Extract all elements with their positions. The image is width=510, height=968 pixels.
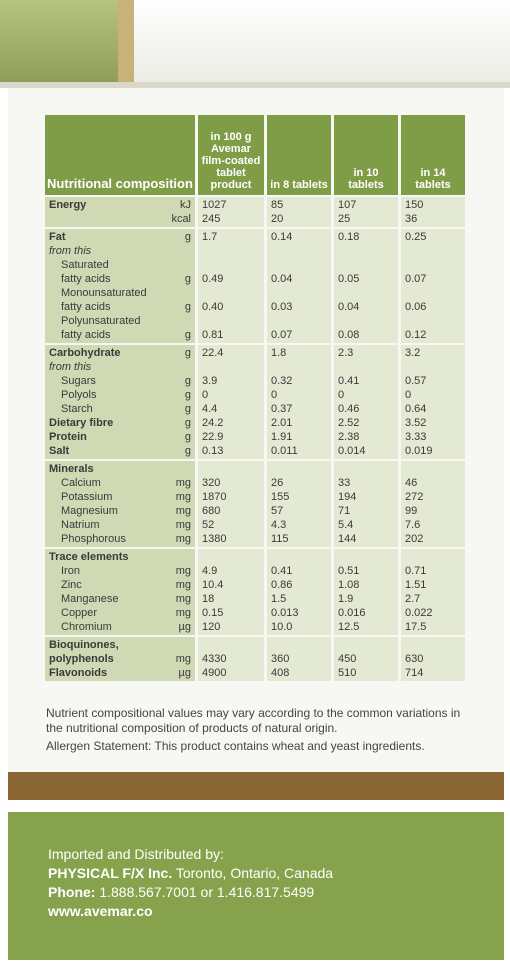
allergen-statement: Allergen Statement: This product contains wheat and yeast ingredients. — [46, 739, 425, 753]
nutrient-unit: mg — [175, 607, 191, 619]
gold-stripe — [8, 772, 504, 800]
nutrient-unit: g — [184, 389, 191, 401]
nutrient-value: 36 — [405, 213, 418, 225]
value-cell — [401, 197, 465, 227]
table-row — [45, 461, 465, 547]
nutrient-value: 3.9 — [202, 375, 218, 387]
nutrient-value: 360 — [271, 653, 290, 665]
nutrient-value: 0.04 — [271, 273, 293, 285]
nutrient-value: 0.06 — [405, 301, 427, 313]
nutrient-unit: g — [184, 273, 191, 285]
nutrient-value: 202 — [405, 533, 424, 545]
nutrient-value: 0.41 — [338, 375, 360, 387]
nutrient-unit — [167, 550, 191, 564]
nutrient-value: 0.07 — [271, 329, 293, 341]
nutrient-unit: g — [184, 347, 191, 359]
nutrient-value: 0.016 — [338, 607, 366, 619]
nutrient-name: Copper — [61, 607, 98, 619]
nutrient-value: 4900 — [202, 667, 227, 679]
nutrient-value: 408 — [271, 667, 290, 679]
white-stripe — [8, 800, 504, 812]
nutrient-value — [271, 462, 327, 476]
nutrient-unit — [167, 638, 191, 652]
nutrient-value: 20 — [271, 213, 284, 225]
value-cell — [267, 229, 331, 343]
nutrient-name: Polyols — [61, 389, 97, 401]
nutrient-value — [338, 258, 394, 272]
nutrient-value: 0.41 — [271, 565, 293, 577]
nutrient-value: 2.52 — [338, 417, 360, 429]
nutrient-value — [405, 360, 461, 374]
nutrient-value — [405, 550, 461, 564]
nutrient-name: Potassium — [61, 491, 113, 503]
table-row — [45, 197, 465, 227]
nutrient-value: 0.51 — [338, 565, 360, 577]
nutrient-value: 0.013 — [271, 607, 299, 619]
nutrient-value: 5.4 — [338, 519, 354, 531]
nutrient-value: 3.33 — [405, 431, 427, 443]
value-cell — [198, 461, 264, 547]
value-cell — [334, 549, 398, 635]
nutrient-value: 10.0 — [271, 621, 293, 633]
nutrient-value: 0.014 — [338, 445, 366, 457]
nutrient-unit — [167, 286, 191, 300]
nutrient-unit — [167, 258, 191, 272]
nutrient-value: 272 — [405, 491, 424, 503]
nutrient-value: 1380 — [202, 533, 227, 545]
nutrient-value: 0.07 — [405, 273, 427, 285]
nutrient-name: Sugars — [61, 375, 96, 387]
nutrient-name: fatty acids — [61, 301, 111, 313]
nutrient-value — [338, 314, 394, 328]
nutrient-value: 0.32 — [271, 375, 293, 387]
table-row — [45, 345, 465, 459]
nutrient-name: Zinc — [61, 579, 82, 591]
imported-by-line: Imported and Distributed by: — [48, 846, 224, 862]
nutrient-value: 0.12 — [405, 329, 427, 341]
nutrient-unit — [167, 360, 191, 374]
nutrient-unit: mg — [175, 653, 191, 665]
nutrient-name — [49, 212, 167, 226]
nutrient-value: 18 — [202, 593, 215, 605]
nutrient-value — [271, 360, 327, 374]
nutrient-value — [271, 258, 327, 272]
nutrient-unit: g — [184, 375, 191, 387]
nutrient-value: 0.25 — [405, 231, 427, 243]
nutrient-value: 3.2 — [405, 347, 421, 359]
nutrient-value: 0.08 — [338, 329, 360, 341]
nutrient-name: Flavonoids — [49, 667, 108, 679]
nutrient-value: 4330 — [202, 653, 227, 665]
nutrient-value — [271, 244, 327, 258]
nutrient-name: Calcium — [61, 477, 101, 489]
nutrient-unit — [167, 314, 191, 328]
nutrient-value: 155 — [271, 491, 290, 503]
nutrient-unit — [167, 462, 191, 476]
nutrient-value: 22.9 — [202, 431, 224, 443]
nutrient-value: 0.13 — [202, 445, 224, 457]
nutrient-value: 0.57 — [405, 375, 427, 387]
nutrient-value: 0 — [202, 389, 209, 401]
nutrient-value: 25 — [338, 213, 351, 225]
nutrient-name: Salt — [49, 445, 70, 457]
nutrient-unit: g — [184, 417, 191, 429]
nutrient-unit: mg — [175, 519, 191, 531]
nutrient-unit: mg — [175, 505, 191, 517]
nutrient-value: 17.5 — [405, 621, 427, 633]
nutrient-name: fatty acids — [61, 329, 111, 341]
value-cell — [198, 229, 264, 343]
nutrient-value: 1.91 — [271, 431, 293, 443]
nutrient-value: 1.9 — [338, 593, 354, 605]
header-per-100g: in 100 g Avemar film-coated tablet product — [198, 115, 264, 195]
value-cell — [401, 461, 465, 547]
value-cell — [401, 229, 465, 343]
nutrient-value — [405, 258, 461, 272]
nutrient-value — [338, 638, 394, 652]
nutrient-name: Carbohydrate — [49, 347, 121, 359]
value-cell — [334, 197, 398, 227]
row-label-cell — [45, 197, 195, 227]
nutrient-value: 107 — [338, 199, 357, 211]
nutrient-value: 0.46 — [338, 403, 360, 415]
distributor-info — [48, 845, 333, 921]
nutrient-value: 2.7 — [405, 593, 421, 605]
nutrient-value: 0.86 — [271, 579, 293, 591]
notes — [46, 706, 472, 757]
nutrient-value — [405, 314, 461, 328]
nutrient-value: 1.5 — [271, 593, 287, 605]
nutrient-value: 0.81 — [202, 329, 224, 341]
value-cell — [198, 549, 264, 635]
box-side-green — [0, 0, 118, 88]
nutrient-value: 71 — [338, 505, 351, 517]
nutrient-value: 0.71 — [405, 565, 427, 577]
nutrient-name: Saturated — [61, 259, 109, 271]
table-row — [45, 637, 465, 681]
row-label-cell — [45, 345, 195, 459]
nutrient-unit: g — [184, 403, 191, 415]
nutrient-value — [271, 314, 327, 328]
nutrient-value — [338, 462, 394, 476]
nutrient-value — [405, 244, 461, 258]
nutrient-name: Dietary fibre — [49, 417, 114, 429]
value-cell — [401, 549, 465, 635]
nutrient-value: 33 — [338, 477, 351, 489]
nutrient-value: 24.2 — [202, 417, 224, 429]
nutrient-value — [338, 244, 394, 258]
nutrient-value — [202, 360, 260, 374]
nutrient-value: 0 — [271, 389, 278, 401]
nutrient-unit: kcal — [171, 213, 191, 225]
nutrient-value: 57 — [271, 505, 284, 517]
nutrient-value — [405, 638, 461, 652]
nutrient-value: 10.4 — [202, 579, 224, 591]
nutrient-name: Polyunsaturated — [61, 315, 141, 327]
nutrient-name: Protein — [49, 431, 87, 443]
nutrient-value: 1870 — [202, 491, 227, 503]
nutrient-value: 7.6 — [405, 519, 421, 531]
nutrient-name: Iron — [61, 565, 80, 577]
value-cell — [267, 549, 331, 635]
nutrient-value: 0 — [338, 389, 345, 401]
value-cell — [334, 461, 398, 547]
nutrient-value: 99 — [405, 505, 418, 517]
value-cell — [198, 197, 264, 227]
value-cell — [401, 345, 465, 459]
nutrient-value: 450 — [338, 653, 357, 665]
company-name: PHYSICAL F/X Inc. — [48, 865, 173, 881]
nutrient-value: 120 — [202, 621, 221, 633]
nutrient-value: 1.7 — [202, 231, 218, 243]
nutrient-unit: µg — [178, 667, 191, 679]
nutrient-value: 680 — [202, 505, 221, 517]
nutrient-value: 0.18 — [338, 231, 360, 243]
nutrient-value: 2.01 — [271, 417, 293, 429]
nutrition-table — [42, 113, 468, 683]
company-location: Toronto, Ontario, Canada — [175, 865, 334, 881]
nutrient-value — [202, 550, 260, 564]
nutrient-value — [338, 286, 394, 300]
nutrient-value: 46 — [405, 477, 418, 489]
nutrient-unit: µg — [178, 621, 191, 633]
row-label-cell — [45, 461, 195, 547]
nutrient-value: 194 — [338, 491, 357, 503]
nutrient-value: 0.04 — [338, 301, 360, 313]
nutrient-unit: mg — [175, 593, 191, 605]
nutrient-name: polyphenols — [49, 653, 114, 665]
website: www.avemar.co — [48, 903, 153, 919]
nutrient-value: 2.38 — [338, 431, 360, 443]
nutrient-value: 85 — [271, 199, 284, 211]
nutrient-value: 0.40 — [202, 301, 224, 313]
box-lid — [134, 0, 510, 82]
row-label-cell — [45, 637, 195, 681]
phone-label: Phone: — [48, 884, 96, 900]
nutrient-unit: g — [184, 445, 191, 457]
nutrient-name: Manganese — [61, 593, 119, 605]
box-side-gold — [118, 0, 134, 88]
nutrient-value — [202, 286, 260, 300]
row-label-cell — [45, 229, 195, 343]
nutrient-value: 12.5 — [338, 621, 360, 633]
nutrient-unit: mg — [175, 491, 191, 503]
nutrient-unit: g — [184, 301, 191, 313]
table-row — [45, 549, 465, 635]
nutrient-name: from this — [49, 245, 92, 257]
nutrient-name: Starch — [61, 403, 93, 415]
nutrient-value — [202, 244, 260, 258]
nutrient-value: 22.4 — [202, 347, 224, 359]
nutrient-value — [271, 286, 327, 300]
nutrient-value: 714 — [405, 667, 424, 679]
nutrient-value: 26 — [271, 477, 284, 489]
value-cell — [334, 637, 398, 681]
nutrient-value — [405, 462, 461, 476]
header-14-tablets: in 14 tablets — [401, 115, 465, 195]
nutrient-value: 0.14 — [271, 231, 293, 243]
nutrient-value: 1027 — [202, 199, 227, 211]
nutrient-value: 245 — [202, 213, 221, 225]
nutrient-value: 52 — [202, 519, 215, 531]
value-cell — [267, 345, 331, 459]
nutrient-name: Trace elements — [49, 551, 129, 563]
row-label-cell — [45, 549, 195, 635]
nutrient-value: 3.52 — [405, 417, 427, 429]
header-8-tablets: in 8 tablets — [267, 115, 331, 195]
nutrient-value — [271, 550, 327, 564]
nutrient-value: 4.3 — [271, 519, 287, 531]
nutrient-value: 150 — [405, 199, 424, 211]
nutrient-name: Chromium — [61, 621, 112, 633]
nutrient-value: 0.011 — [271, 445, 298, 457]
nutrient-value: 0.37 — [271, 403, 293, 415]
nutrient-value: 0.019 — [405, 445, 433, 457]
nutrient-name: Fat — [49, 231, 66, 243]
nutrient-name: Monounsaturated — [61, 287, 147, 299]
nutrient-value: 4.9 — [202, 565, 218, 577]
value-cell — [198, 637, 264, 681]
value-cell — [267, 461, 331, 547]
nutrient-unit: kJ — [180, 199, 191, 211]
nutrient-value: 510 — [338, 667, 357, 679]
variation-note: Nutrient compositional values may vary according to the common variations in the nutritional composition of products of natural origin. — [46, 706, 461, 735]
nutrient-value: 2.3 — [338, 347, 354, 359]
nutrient-value: 144 — [338, 533, 357, 545]
nutrient-value — [338, 360, 394, 374]
nutrient-name: Minerals — [49, 463, 94, 475]
nutrient-value: 0.64 — [405, 403, 427, 415]
table-row — [45, 229, 465, 343]
box-top-face — [0, 0, 510, 88]
nutrient-unit: g — [184, 431, 191, 443]
value-cell — [198, 345, 264, 459]
nutrient-value — [202, 258, 260, 272]
nutrient-value: 1.8 — [271, 347, 287, 359]
value-cell — [267, 197, 331, 227]
nutrient-value: 0.022 — [405, 607, 433, 619]
table-header-row — [45, 115, 465, 195]
nutrient-name: fatty acids — [61, 273, 111, 285]
nutrient-unit: mg — [175, 579, 191, 591]
nutrient-name: Natrium — [61, 519, 100, 531]
nutrient-name: from this — [49, 361, 92, 373]
nutrient-value: 630 — [405, 653, 424, 665]
nutrient-value — [202, 462, 260, 476]
nutrient-unit — [167, 244, 191, 258]
value-cell — [334, 229, 398, 343]
phone-numbers: 1.888.567.7001 or 1.416.817.5499 — [99, 884, 315, 900]
nutrient-name: Energy — [49, 199, 87, 211]
nutrient-value — [202, 314, 260, 328]
nutrient-value: 4.4 — [202, 403, 218, 415]
value-cell — [334, 345, 398, 459]
nutrient-value: 0.03 — [271, 301, 293, 313]
value-cell — [267, 637, 331, 681]
nutrient-value: 320 — [202, 477, 221, 489]
nutrient-value — [271, 638, 327, 652]
nutrient-unit: mg — [175, 477, 191, 489]
nutrient-unit: mg — [175, 533, 191, 545]
nutrient-value: 1.51 — [405, 579, 427, 591]
nutrient-value: 0.49 — [202, 273, 224, 285]
nutrient-value: 0.15 — [202, 607, 224, 619]
value-cell — [401, 637, 465, 681]
nutrient-unit: g — [184, 231, 191, 243]
nutrient-unit: mg — [175, 565, 191, 577]
nutrient-value: 0.05 — [338, 273, 360, 285]
nutrient-name: Magnesium — [61, 505, 118, 517]
nutrient-value — [338, 550, 394, 564]
header-10-tablets: in 10 tablets — [334, 115, 398, 195]
nutrient-value: 0 — [405, 389, 412, 401]
nutrient-name: Bioquinones, — [49, 639, 119, 651]
nutrient-value — [202, 638, 260, 652]
nutrient-value: 115 — [271, 533, 289, 545]
header-nutritional-composition: Nutritional composition — [45, 115, 195, 195]
nutrient-name: Phosphorous — [61, 533, 126, 545]
nutrient-value — [405, 286, 461, 300]
nutrient-value: 1.08 — [338, 579, 360, 591]
nutrient-unit: g — [184, 329, 191, 341]
